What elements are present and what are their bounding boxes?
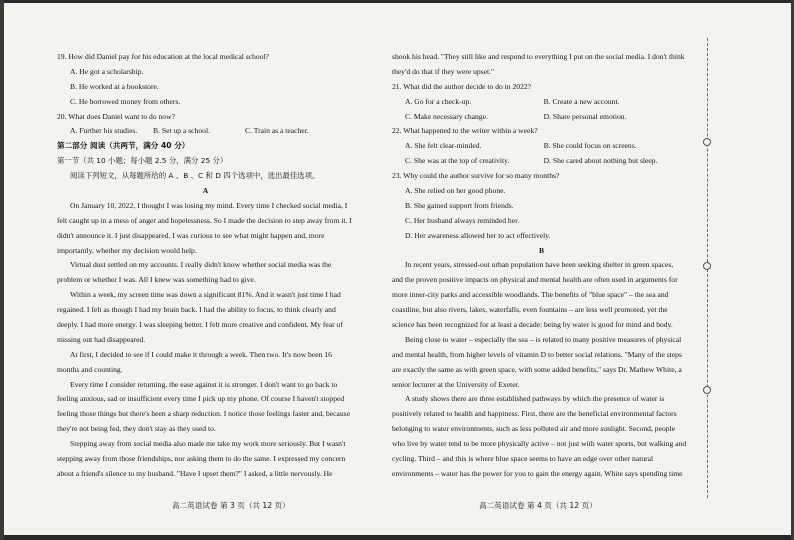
answer-option: B. She could focus on screens.: [543, 141, 637, 151]
answer-options-row: [392, 95, 691, 110]
text-line: Being close to water – especially the sea – is related to many positive measures of physical: [405, 334, 682, 344]
section-instruction: 第二部分 阅读（共两节，满分 40 分）: [57, 141, 190, 151]
answer-option: A. Further his studies.: [70, 126, 138, 136]
text-line: Every time I consider returning, the ease against it is stronger. I don't want to go back to: [70, 379, 338, 389]
text-line: about a friend's silence to my husband. "Have I upset them?" I asked, a little nervously. He: [57, 468, 333, 478]
binding-hole-mark: [703, 262, 711, 270]
section-instruction: 阅读下列短文，从每题所给的 A 、B 、C 和 D 四个选项中，选出最佳选项。: [70, 171, 320, 181]
text-line: shook his head. "They still like and respond to everything I put on the social media. I don't think: [392, 52, 685, 61]
answer-option: A. She felt clear-minded.: [405, 141, 482, 151]
text-line: importantly, whether my decision would help.: [57, 245, 197, 255]
text-line: are exactly the same as with green space, with some added benefits," says Dr. Mathew White, a: [392, 364, 682, 374]
scan-border-left: [0, 0, 4, 540]
text-line: positively related to health and happiness. First, there are the beneficial environmental factors: [392, 409, 677, 419]
text-line: regained. I felt as though I had my brain back. I had the ability to focus, to think clearly and: [57, 305, 336, 315]
answer-option: C. He borrowed money from others.: [70, 96, 181, 106]
answer-option: C. Train as a teacher.: [245, 126, 309, 136]
footer-page-3: 高二英语试卷 第 3 页（共 12 页）: [172, 501, 290, 510]
text-line: feeling anxious, sad or insufficient every time I pick up my phone. Of course I haven't stopped: [57, 394, 345, 404]
text-line: deeply. I had more energy. I was sleeping better. I felt more creative and confident. My fear of: [57, 320, 343, 330]
text-line: didn't announce it. I just disappeared. I was curious to see what might happen and, more: [57, 230, 325, 240]
answer-options-row: [57, 124, 354, 139]
text-line: months and counting.: [57, 364, 123, 374]
text-line: science has been recognized for at least a decade: being by water is good for mind and body.: [392, 320, 673, 330]
binding-hole-mark: [703, 386, 711, 394]
text-line: belonging to water environments, such as less polluted air and more sunlight. Second, people: [392, 424, 676, 434]
binding-hole-mark: [703, 138, 711, 146]
passage-heading: A: [202, 186, 209, 196]
text-line: missing out had disappeared.: [57, 334, 146, 344]
scan-border-bottom: [0, 535, 794, 540]
text-line: cycling. Third – and this is where blue space seems to have an edge over other natural: [392, 454, 654, 464]
question-stem: 22. What happened to the writer within a week?: [392, 126, 538, 136]
text-line: coastline, but also rivers, lakes, waterfalls, even fountains – are less well promoted, yet the: [392, 305, 668, 315]
text-line: On January 10, 2022, I thought I was losing my mind. Every time I checked social media, I: [70, 200, 348, 210]
text-line: environments – water has the power for you to gain the energy again. White says spending time: [392, 468, 683, 478]
text-line: senior lecturer at the University of Exeter.: [392, 379, 520, 389]
question-stem: 20. What does Daniel want to do now?: [57, 111, 175, 121]
answer-option: C. Make necessary change.: [405, 111, 488, 121]
text-line: stepping away from those friendships, nor asking them to do the same. I expressed my concern: [57, 454, 346, 464]
text-line: and the proven positive impacts on physical and mental health are often used in arguments for: [392, 275, 678, 285]
footer-page-4: 高二英语试卷 第 4 页（共 12 页）: [479, 501, 597, 510]
question-stem: 21. What did the author decide to do in 2022?: [392, 81, 532, 91]
answer-option: C. She was at the top of creativity.: [405, 156, 510, 166]
text-line: they'd do that if they were upset.": [392, 66, 495, 76]
text-line: they're not being fed, they don't stay as they used to.: [57, 424, 216, 434]
text-line: feeling those things but there's been a sharp reduction. I notice those feelings faster and, because: [57, 409, 350, 419]
text-line: Stepping away from social media also made me take my work more seriously. But I wasn't: [70, 439, 346, 449]
text-line: A study shows there are three established pathways by which the presence of water is: [405, 394, 665, 404]
answer-option: C. Her husband always reminded her.: [405, 215, 520, 225]
right-column: [392, 50, 691, 482]
question-stem: 23. Why could the author survive for so many months?: [392, 171, 560, 181]
answer-option: A. Go for a check-up.: [405, 96, 472, 106]
answer-option: B. Create a new account.: [543, 96, 620, 106]
text-line: problem or whether I was. All I knew was something had to give.: [57, 275, 256, 285]
question-stem: 19. How did Daniel pay for his education at the local medical school?: [57, 52, 269, 61]
answer-option: B. She gained support from friends.: [405, 200, 514, 210]
text-line: who live by water tend to be more physically active – not just with water sports, but walking and: [392, 439, 687, 449]
text-line: At first, I decided to see if I could make it through a week. Then two. It's now been 16: [70, 349, 332, 359]
answer-option: D. Share personal emotion.: [543, 111, 627, 121]
answer-option: A. He got a scholarship.: [70, 66, 144, 76]
text-line: and mental health, from higher levels of vitamin D to better social relations. "Many of the steps: [392, 349, 682, 359]
answer-option: D. Her awareness allowed her to act effectively.: [405, 230, 551, 240]
answer-option: B. Set up a school.: [153, 126, 210, 136]
passage-heading: B: [538, 245, 545, 255]
answer-options-row: [392, 139, 691, 154]
answer-option: D. She cared about nothing but sleep.: [543, 156, 658, 166]
left-column: [57, 50, 354, 482]
answer-option: A. She relied on her good phone.: [405, 186, 506, 196]
text-line: felt caught up in a mess of anger and hopelessness. So I made the decision to step away from it. I: [57, 215, 352, 225]
text-line: In recent years, stressed-out urban population have been seeking shelter in green spaces,: [405, 260, 674, 270]
answer-options-row: [392, 110, 691, 125]
text-line: Within a week, my screen time was down a significant 81%. And it wasn't just time I had: [70, 290, 341, 300]
answer-option: B. He worked at a bookstore.: [70, 81, 159, 91]
answer-options-row: [392, 154, 691, 169]
scan-border-top: [0, 0, 794, 3]
text-line: Virtual dust settled on my accounts. I really didn't know whether social media was the: [70, 260, 332, 270]
text-line: more inner-city parks and accessible woodlands. The benefits of "blue space" – the sea and: [392, 290, 669, 300]
section-instruction: 第一节（共 10 小题；每小题 2.5 分，满分 25 分）: [57, 156, 228, 166]
